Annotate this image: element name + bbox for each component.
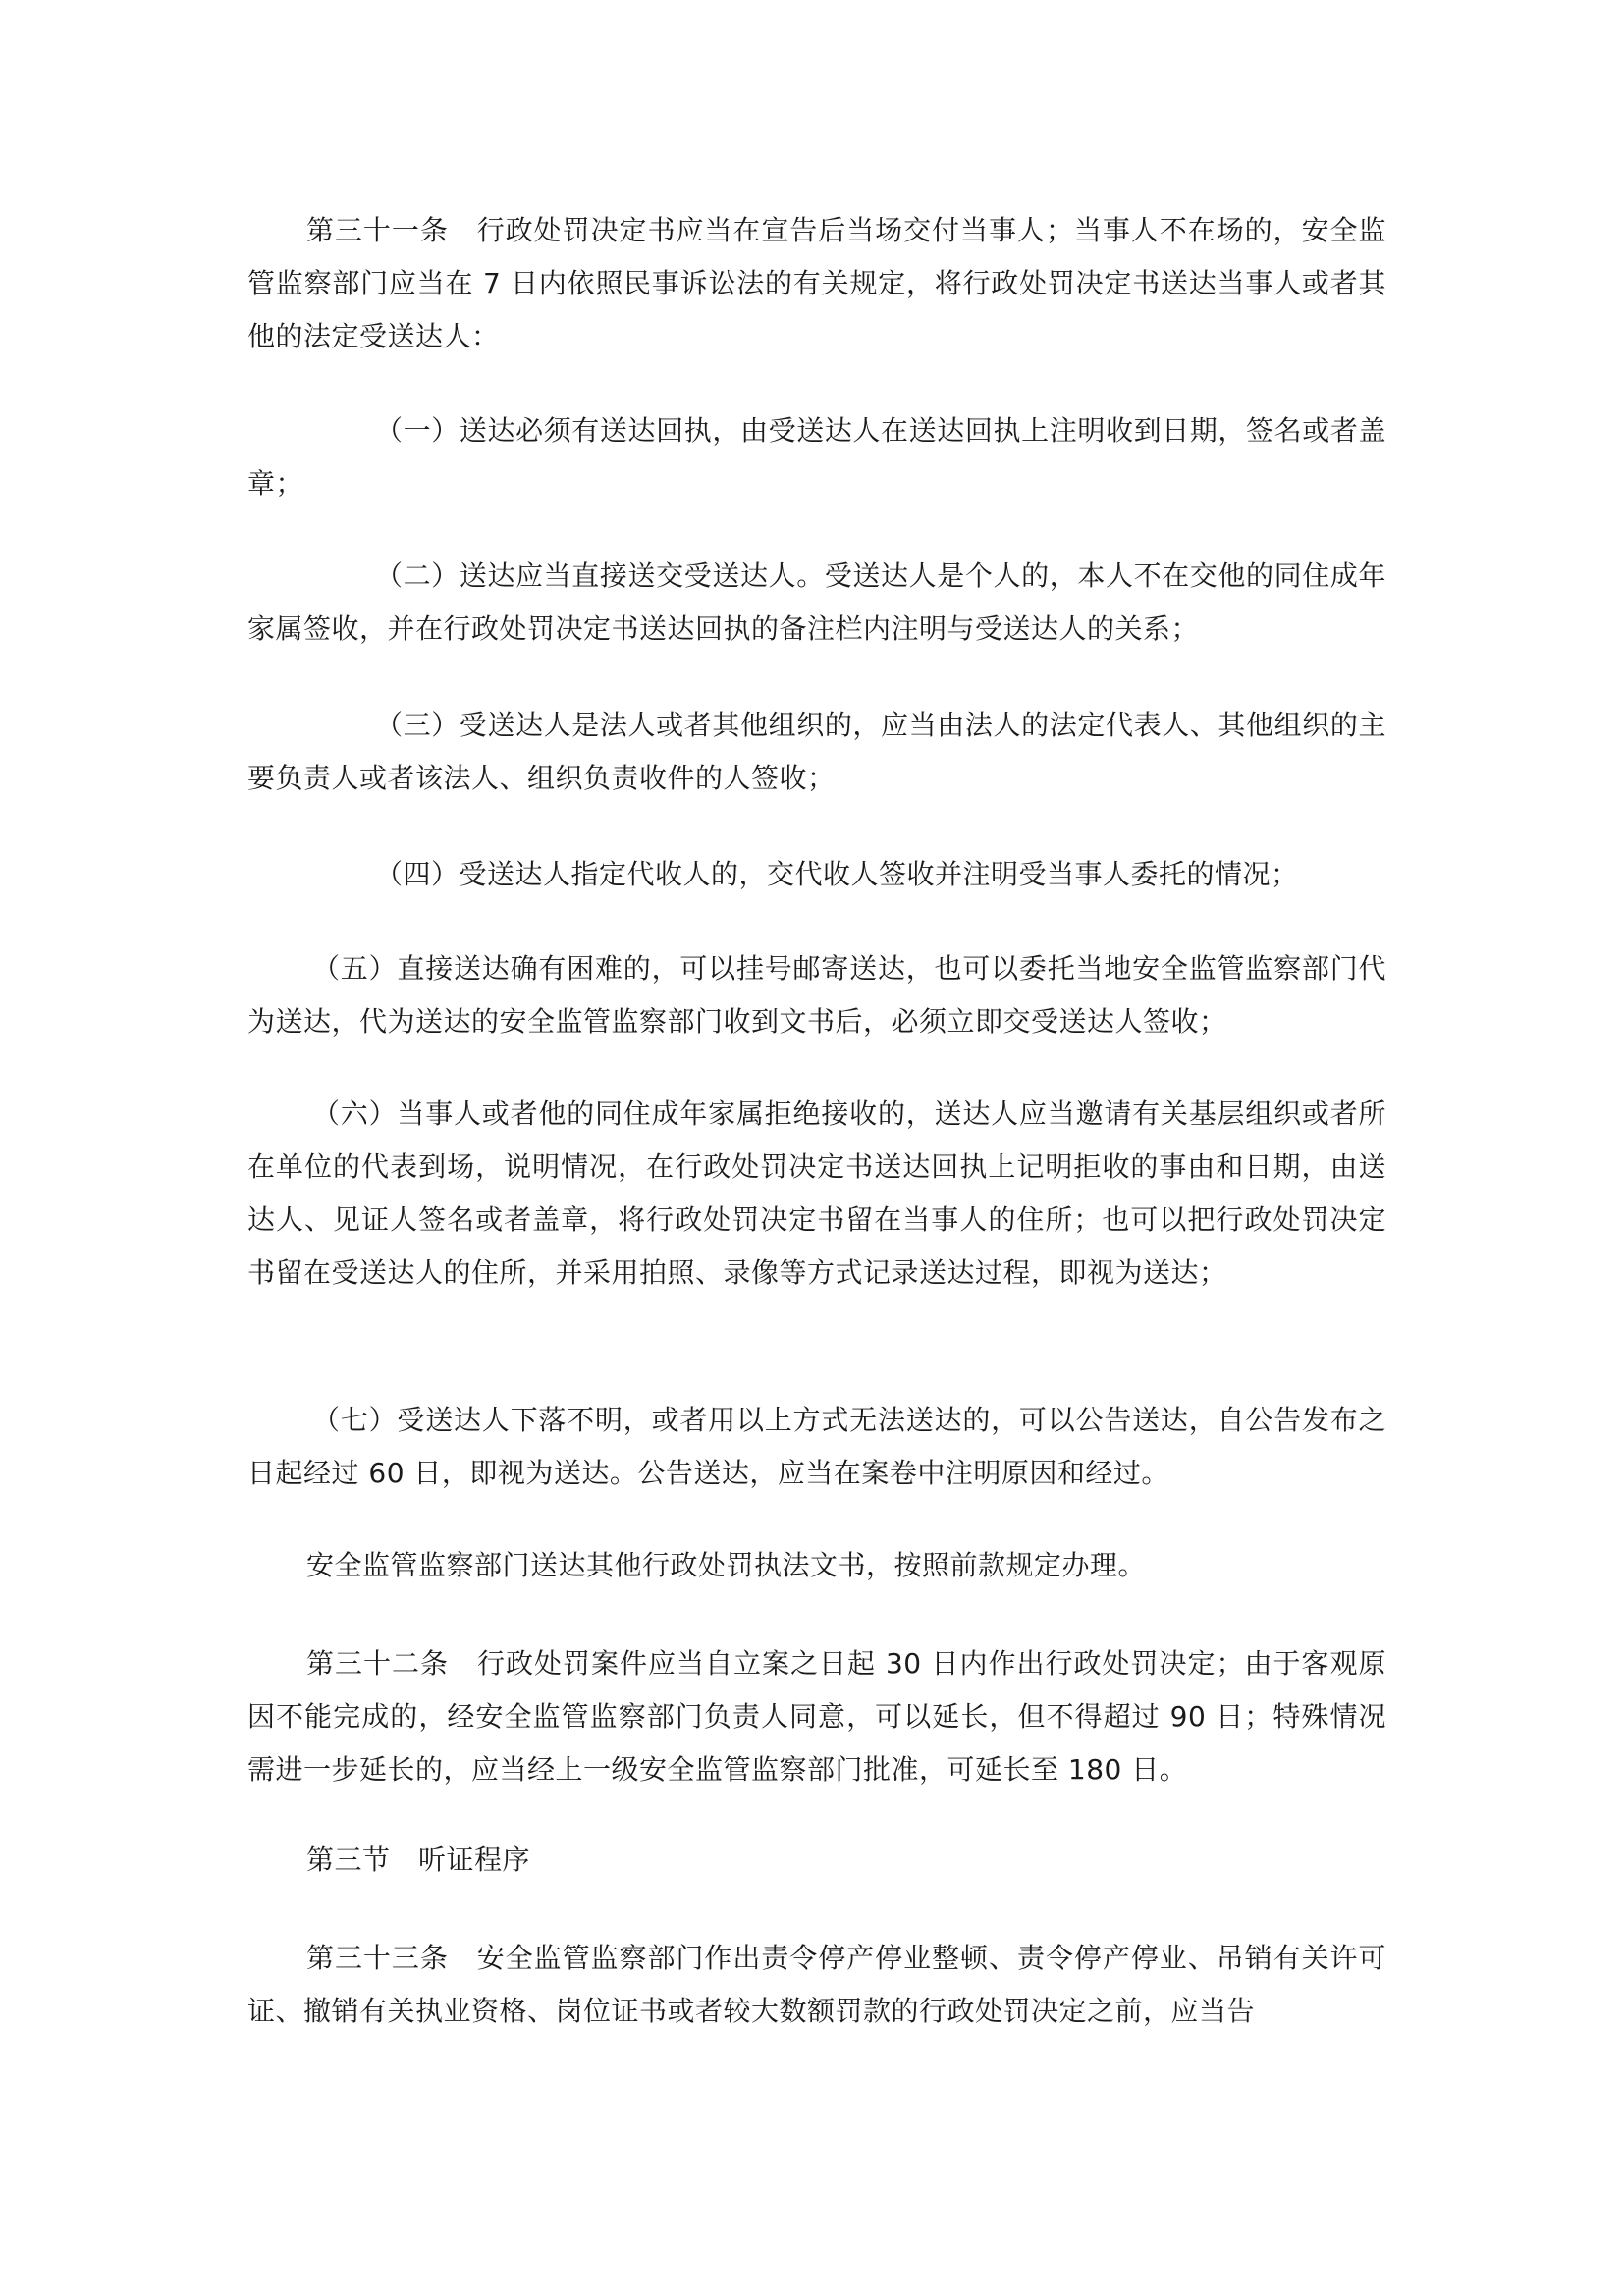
section-3-heading: 第三节 听证程序 — [306, 1843, 531, 1876]
article-32-paragraph: 第三十二条 行政处罚案件应当自立案之日起 30 日内作出行政处罚决定；由于客观原因不能完成的，经安全监管监察部门负责人同意，可以延长，但不得超过 90 日；特殊情况需进一步延长的，应当经上一级安全监管监察部门批准，可延长至 180 日。 — [247, 1647, 1386, 1786]
item-6-paragraph: （六）当事人或者他的同住成年家属拒绝接收的，送达人应当邀请有关基层组织或者所在单位的代表到场，说明情况，在行政处罚决定书送达回执上记明拒收的事由和日期，由送达人、见证人签名或者盖章，将行政处罚决定书留在当事人的住所；也可以把行政处罚决定书留在受送达人的住所，并采用拍照、录像等方式记录送达过程，即视为送达； — [247, 1097, 1386, 1289]
item-2-paragraph: （二）送达应当直接送交受送达人。受送达人是个人的，本人不在交他的同住成年家属签收，并在行政处罚决定书送达回执的备注栏内注明与受送达人的关系； — [247, 560, 1386, 645]
item-3-paragraph: （三）受送达人是法人或者其他组织的，应当由法人的法定代表人、其他组织的主要负责人或者该法人、组织负责收件的人签收； — [247, 709, 1386, 794]
article-31-paragraph: 第三十一条 行政处罚决定书应当在宣告后当场交付当事人；当事人不在场的，安全监管监察部门应当在 7 日内依照民事诉讼法的有关规定，将行政处罚决定书送达当事人或者其他的法定受送达人： — [247, 214, 1386, 352]
item-1-paragraph: （一）送达必须有送达回执，由受送达人在送达回执上注明收到日期，签名或者盖章； — [247, 414, 1386, 500]
article-33-paragraph: 第三十三条 安全监管监察部门作出责令停产停业整顿、责令停产停业、吊销有关许可证、撤销有关执业资格、岗位证书或者较大数额罚款的行政处罚决定之前，应当告 — [247, 1942, 1386, 2027]
other-documents-paragraph: 安全监管监察部门送达其他行政处罚执法文书，按照前款规定办理。 — [306, 1549, 1147, 1581]
item-5-paragraph: （五）直接送达确有困难的，可以挂号邮寄送达，也可以委托当地安全监管监察部门代为送达，代为送达的安全监管监察部门收到文书后，必须立即交受送达人签收； — [247, 952, 1386, 1038]
item-7-paragraph: （七）受送达人下落不明，或者用以上方式无法送达的，可以公告送达，自公告发布之日起经过 60 日，即视为送达。公告送达，应当在案卷中注明原因和经过。 — [247, 1404, 1386, 1489]
item-4-paragraph: （四）受送达人指定代收人的，交代收人签收并注明受当事人委托的情况； — [375, 858, 1299, 890]
